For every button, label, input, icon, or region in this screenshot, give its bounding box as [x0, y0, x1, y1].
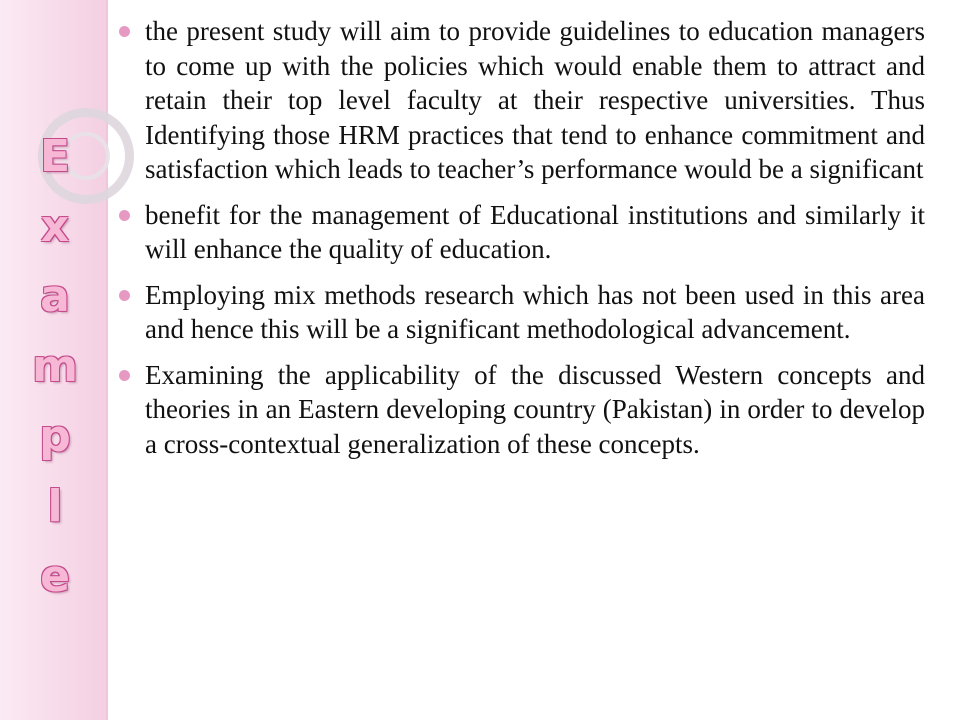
bullet-item: the present study will aim to provide guidelines to education managers to come up with the policies which would enable them to attract and retain their top level faculty at their respective universities. Thus Identifying those HRM practices that tend to enhance commitment and satisfaction which leads to teacher’s performance would be a significant [145, 14, 925, 187]
title-letter: e [40, 551, 70, 602]
bullet-item: benefit for the management of Educational institutions and similarly it will enhance the quality of education. [145, 198, 925, 267]
bullet-item: Examining the applicability of the discussed Western concepts and theories in an Eastern developing country (Pakistan) in order to develop a cross-contextual generalization of these concepts. [145, 358, 925, 462]
title-letter: a [40, 271, 70, 322]
title-letter: p [39, 411, 71, 462]
bullet-list [145, 14, 925, 472]
title-letter: E [39, 131, 71, 182]
side-divider-line [106, 0, 108, 720]
title-letter: l [47, 481, 63, 532]
vertical-title [22, 122, 88, 612]
title-letter: x [40, 201, 70, 252]
bullet-item: Employing mix methods research which has not been used in this area and hence this will be a significant methodological advancement. [145, 278, 925, 347]
title-letter: m [32, 341, 78, 392]
